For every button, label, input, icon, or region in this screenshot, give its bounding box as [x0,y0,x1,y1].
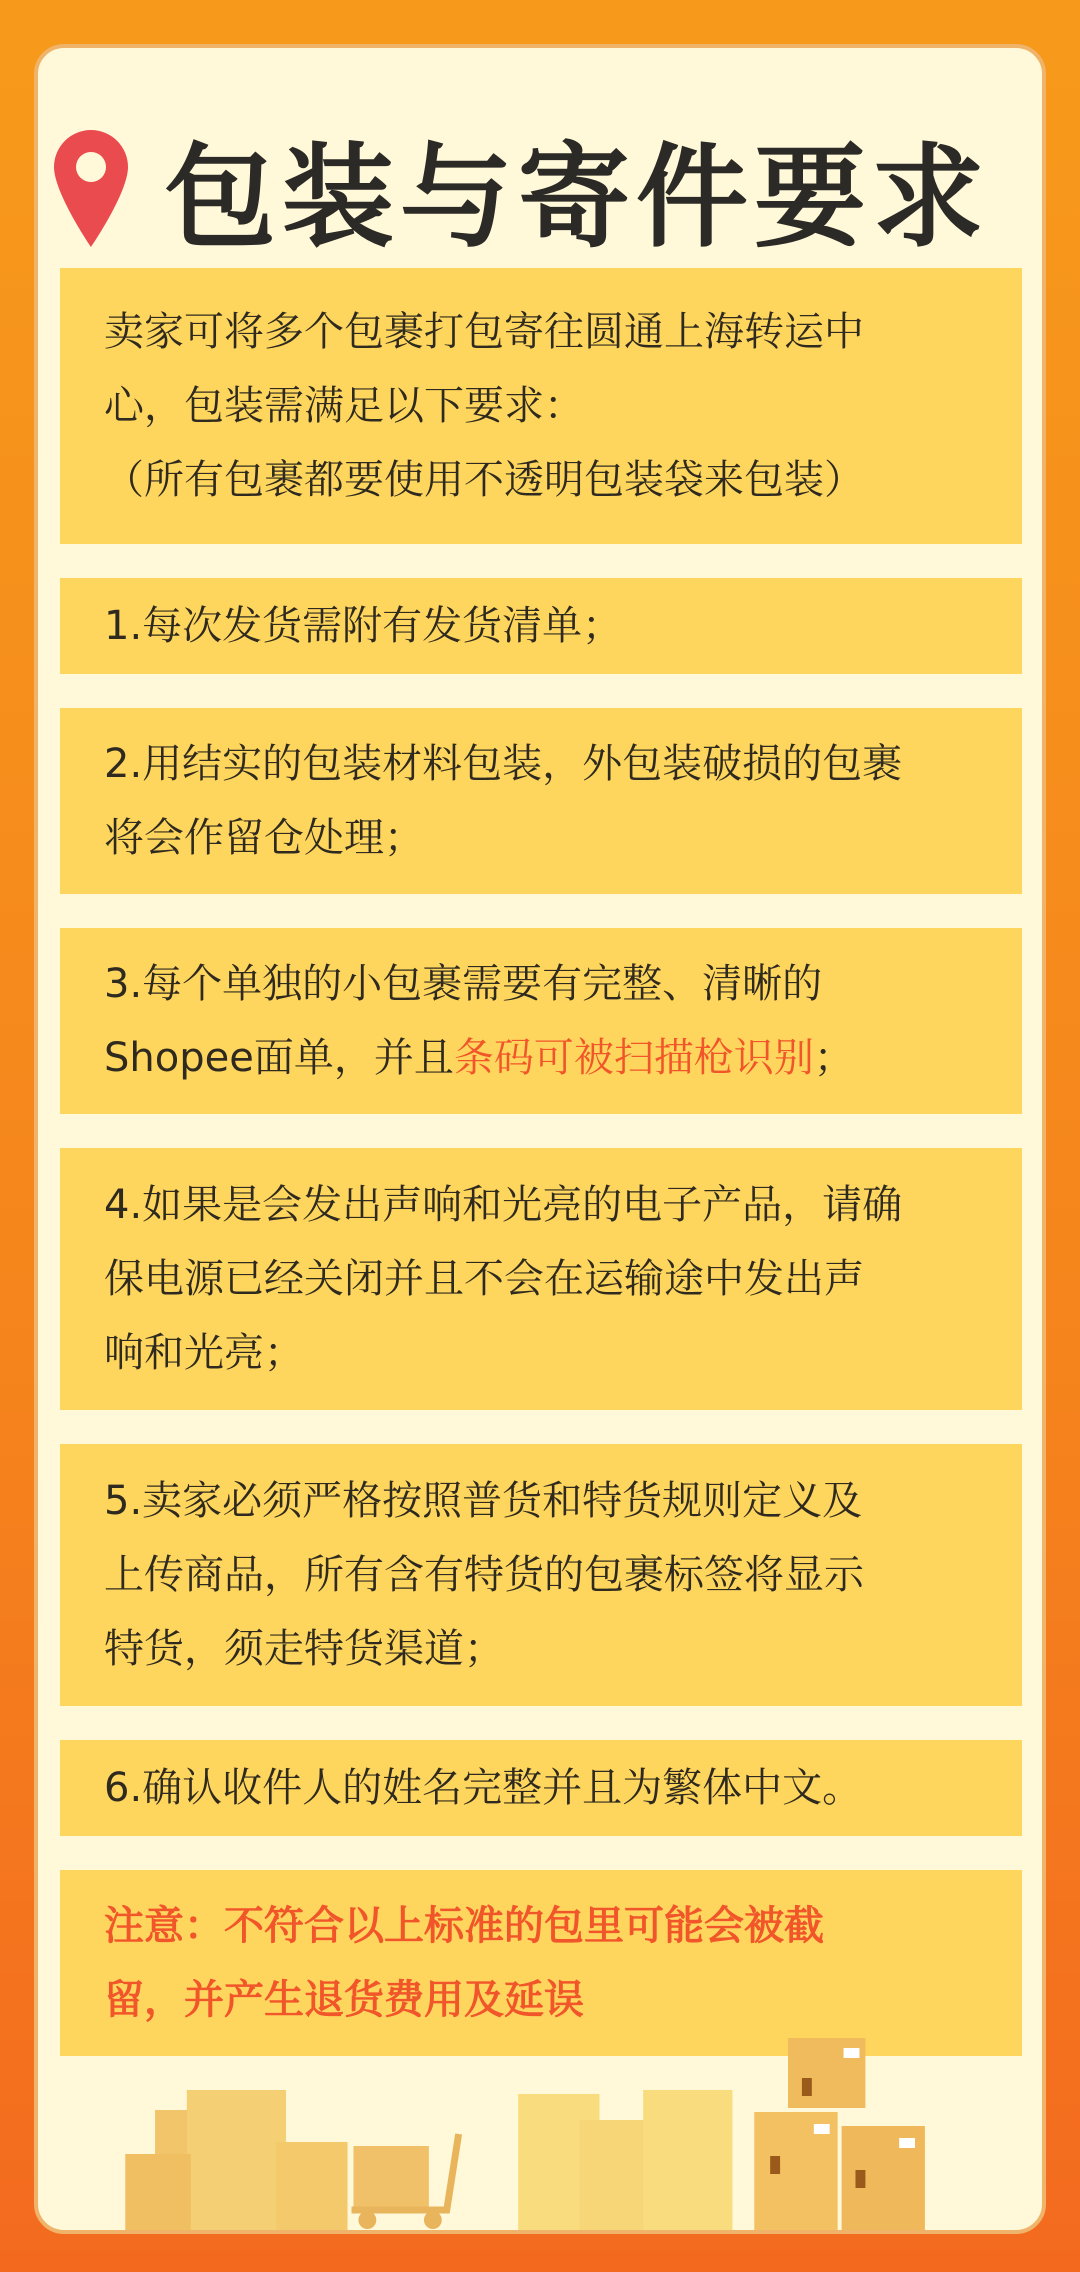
intro-card [60,268,1022,544]
requirement-6-card [60,1740,1022,1836]
requirement-1-line-1: 1.每次发货需附有发货清单； [104,603,623,649]
requirement-3-line-1: 3.每个单独的小包裹需要有完整、清晰的 [104,961,823,1007]
requirement-3-line-2 [104,1021,978,1095]
requirement-4-line-3: 响和光亮； [104,1330,304,1376]
content-panel [34,44,1046,2234]
requirement-5-line-1: 5.卖家必须严格按照普货和特货规则定义及 [104,1478,863,1524]
header [38,88,1042,288]
requirement-3-line-2-suffix: ； [813,1035,854,1081]
barcode-highlight-text: 条码可被扫描枪识别 [453,1035,814,1081]
intro-line-1: 卖家可将多个包裹打包寄往圆通上海转运中 [104,309,864,355]
requirement-3-line-2-prefix: Shopee面单，并且 [104,1035,454,1081]
page-title: 包装与寄件要求 [164,132,990,263]
requirement-5-line-2: 上传商品，所有含有特货的包裹标签将显示 [104,1552,864,1598]
location-pin-icon [50,127,132,249]
requirement-4-line-1: 4.如果是会发出声响和光亮的电子产品，请确 [104,1182,903,1228]
requirement-2-card [60,708,1022,894]
packages-illustration [38,2030,1042,2230]
requirement-4-card [60,1148,1022,1410]
intro-line-2: 心，包装需满足以下要求： [104,383,584,429]
requirement-3-card [60,928,1022,1114]
requirement-2-line-1: 2.用结实的包装材料包装，外包装破损的包裹 [104,741,903,787]
notice-line-1: 注意：不符合以上标准的包里可能会被截 [104,1903,824,1949]
requirement-1-card [60,578,1022,674]
requirement-2-line-2: 将会作留仓处理； [104,815,424,861]
notice-line-2: 留，并产生退货费用及延误 [104,1977,584,2023]
notice-card [60,1870,1022,2056]
requirement-6-line-1: 6.确认收件人的姓名完整并且为繁体中文。 [104,1765,863,1811]
requirement-4-line-2: 保电源已经关闭并且不会在运输途中发出声 [104,1256,864,1302]
requirement-5-card [60,1444,1022,1706]
intro-line-3: （所有包裹都要使用不透明包装袋来包装） [104,457,864,503]
requirement-5-line-3: 特货，须走特货渠道； [104,1626,504,1672]
